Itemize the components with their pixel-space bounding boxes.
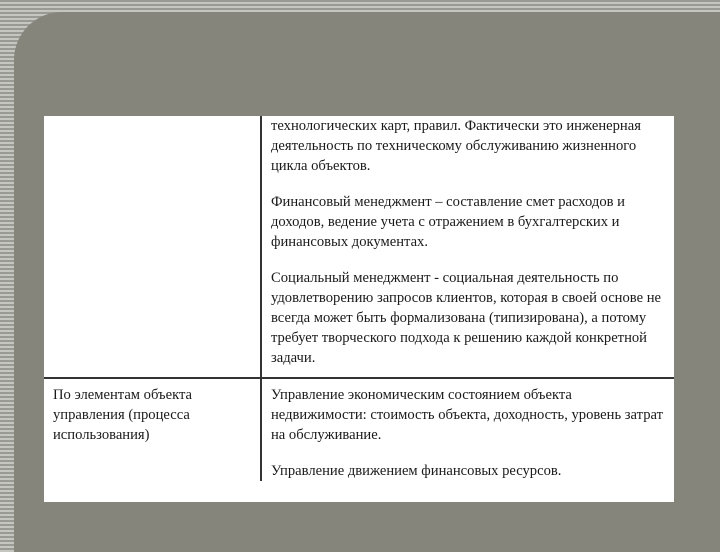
- cell-paragraph: технологических карт, правил. Фактически это инженерная деятельность по техническому обслуживанию жизненного цикла объектов.: [271, 118, 641, 174]
- cell-paragraph: Управление экономическим состоянием объекта недвижимости: стоимость объекта, доходность, уровень затрат на обслуживание.: [271, 387, 663, 443]
- table-row: [44, 116, 674, 378]
- cell-paragraph: Финансовый менеджмент – составление смет расходов и доходов, ведение учета с отражением в бухгалтерских и финансовых документах.: [271, 194, 625, 250]
- cell-paragraph: Социальный менеджмент - социальная деятельность по удовлетворению запросов клиентов, которая в своей основе не всегда может быть формализована (типизирована), а потому требует творческого подхода к решению каждой конкретной задачи.: [271, 270, 661, 366]
- cell-text: По элементам объекта управления (процесса использования): [53, 387, 192, 443]
- table-cell-left: [44, 378, 261, 481]
- table-row: [44, 378, 674, 481]
- content-table-area: [44, 116, 674, 502]
- table-cell-right: [261, 378, 674, 481]
- table-cell-right: [261, 116, 674, 378]
- cell-paragraph: Управление движением финансовых ресурсов.: [271, 463, 562, 479]
- classification-table: [44, 116, 674, 481]
- table-cell-left: [44, 116, 261, 378]
